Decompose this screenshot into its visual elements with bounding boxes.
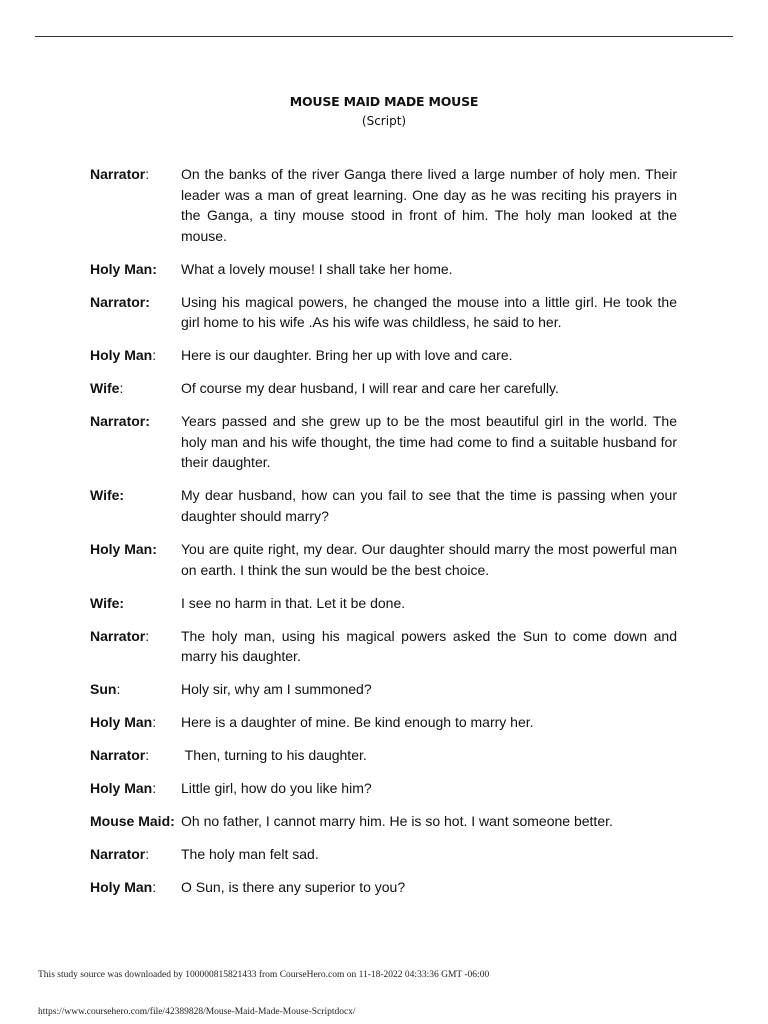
dialogue-line — [90, 539, 677, 580]
speaker-colon: : — [119, 380, 124, 397]
dialogue-text: You are quite right, my dear. Our daughter should marry the most powerful man on earth. I think the sun would be the best choice. — [181, 541, 677, 578]
dialogue-line — [90, 259, 677, 280]
speaker-label — [90, 292, 181, 313]
speaker-label — [90, 811, 181, 832]
speaker-name: Narrator — [90, 846, 146, 863]
dialogue-text: The holy man felt sad. — [181, 846, 319, 863]
speaker-name: Narrator: — [90, 413, 150, 430]
dialogue-line — [90, 811, 677, 832]
speaker-colon: : — [145, 166, 150, 182]
speaker-colon: : — [145, 846, 150, 863]
speaker-name: Holy Man: — [90, 541, 157, 558]
dialogue-text: Here is a daughter of mine. Be kind enough to marry her. — [181, 714, 534, 731]
speaker-label — [90, 259, 181, 280]
dialogue-text: Using his magical powers, he changed the mouse into a little girl. He took the girl home to his wife .As his wife was childless, he said to her. — [181, 293, 677, 331]
speaker-label — [90, 485, 181, 506]
speaker-colon: : — [152, 879, 157, 896]
dialogue-line — [90, 378, 677, 399]
dialogue-line — [90, 164, 677, 246]
dialogue-text: The holy man, using his magical powers asked the Sun to come down and marry his daughter. — [181, 627, 677, 665]
speaker-name: Narrator: — [90, 293, 150, 310]
speaker-label — [90, 844, 181, 865]
dialogue-line — [90, 292, 677, 333]
speaker-colon: : — [145, 747, 150, 764]
dialogue-text: What a lovely mouse! I shall take her home. — [181, 260, 453, 277]
speaker-label — [90, 593, 181, 614]
dialogue-line — [90, 877, 677, 898]
dialogue-text: Oh no father, I cannot marry him. He is so hot. I want someone better. — [181, 813, 613, 830]
speaker-colon: : — [145, 627, 150, 644]
script-body — [90, 164, 677, 910]
speaker-name: Narrator — [90, 166, 146, 182]
dialogue-line — [90, 712, 677, 733]
dialogue-text: Then, turning to his daughter. — [181, 747, 367, 764]
speaker-label — [90, 626, 181, 647]
speaker-name: Holy Man — [90, 879, 153, 896]
dialogue-line — [90, 778, 677, 799]
dialogue-line — [90, 679, 677, 700]
dialogue-text: Of course my dear husband, I will rear and care her carefully. — [181, 380, 559, 397]
speaker-name: Narrator — [90, 627, 146, 644]
dialogue-line — [90, 485, 677, 526]
speaker-name: Sun — [90, 681, 117, 698]
dialogue-line — [90, 745, 677, 766]
dialogue-text: On the banks of the river Ganga there lived a large number of holy men. Their leader was a man of great learning. One day as he was reciting his prayers in the Ganga, a tiny mouse stood in front of him. The holy man looked at the mouse. — [181, 166, 677, 244]
document-title: MOUSE MAID MADE MOUSE — [289, 94, 479, 109]
speaker-name: Holy Man: — [90, 260, 157, 277]
dialogue-text: My dear husband, how can you fail to see that the time is passing when your daughter should marry? — [181, 487, 677, 525]
speaker-name: Mouse Maid: — [90, 813, 175, 830]
dialogue-text: Here is our daughter. Bring her up with love and care. — [181, 347, 513, 364]
dialogue-line — [90, 411, 677, 473]
speaker-colon: : — [152, 347, 157, 364]
speaker-label — [90, 411, 181, 432]
speaker-label — [90, 745, 181, 766]
speaker-name: Holy Man — [90, 714, 153, 731]
speaker-name: Wife: — [90, 594, 125, 611]
speaker-name: Narrator — [90, 747, 146, 764]
speaker-label — [90, 679, 181, 700]
speaker-name: Holy Man — [90, 780, 153, 797]
dialogue-text: Holy sir, why am I summoned? — [181, 681, 372, 698]
dialogue-line — [90, 345, 677, 366]
download-source-note: This study source was downloaded by 100000815821433 from CourseHero.com on 11-18-2022 04:33:36 GMT -06:00 — [38, 970, 490, 980]
speaker-name: Wife — [90, 380, 120, 397]
dialogue-line — [90, 626, 677, 667]
speaker-label — [90, 877, 181, 898]
dialogue-text: O Sun, is there any superior to you? — [181, 879, 406, 896]
dialogue-text: I see no harm in that. Let it be done. — [181, 594, 406, 611]
dialogue-text: Years passed and she grew up to be the most beautiful girl in the world. The holy man and his wife thought, the time had come to find a suitable husband for their daughter. — [181, 413, 677, 471]
speaker-label — [90, 378, 181, 399]
speaker-label — [90, 164, 181, 185]
source-url-link[interactable]: https://www.coursehero.com/file/42389828/Mouse-Maid-Made-Mouse-Scriptdocx/ — [38, 1007, 356, 1017]
dialogue-text: Little girl, how do you like him? — [181, 780, 372, 797]
speaker-name: Holy Man — [90, 347, 153, 364]
speaker-label — [90, 712, 181, 733]
dialogue-line — [90, 844, 677, 865]
document-subtitle: (Script) — [361, 114, 407, 128]
speaker-colon: : — [152, 714, 157, 731]
dialogue-line — [90, 593, 677, 614]
speaker-label — [90, 539, 181, 560]
speaker-label — [90, 778, 181, 799]
header-divider — [35, 36, 733, 37]
speaker-name: Wife: — [90, 487, 125, 504]
speaker-colon: : — [152, 780, 157, 797]
speaker-colon: : — [116, 681, 121, 698]
speaker-label — [90, 345, 181, 366]
